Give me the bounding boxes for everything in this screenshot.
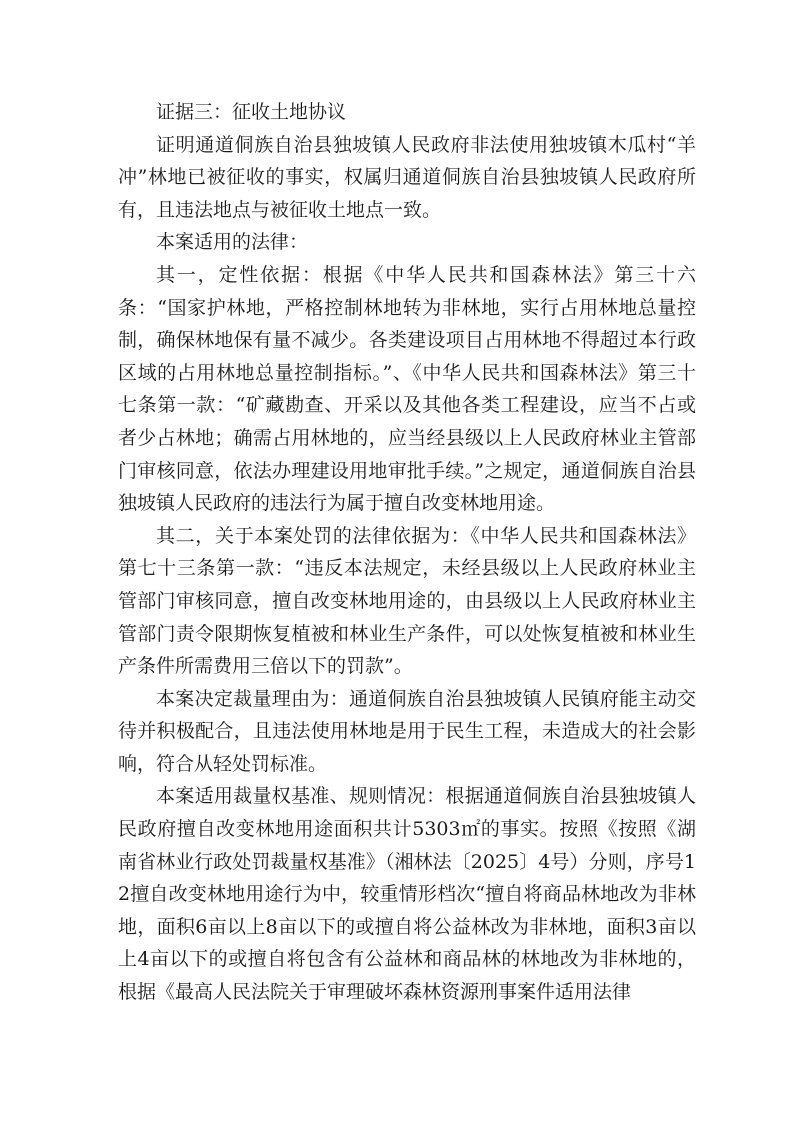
evidence-heading: 证据三：征收土地协议 [156, 101, 347, 123]
penalty-basis-paragraph: 其二，关于本案处罚的法律依据为：《中华人民共和国森林法》第七十三条第一款：“违反本法规定，未经县级以上人民政府林业主管部门审核同意，擅自改变林地用途的，由县级以上人民政府林业主管部门责令限期恢复植被和林业生产条件，可以处恢复植被和林业生产条件所需费用三倍以下的罚款”。 [118, 524, 696, 678]
qualitative-basis-paragraph: 其一，定性依据：根据《中华人民共和国森林法》第三十六条：“国家护林地，严格控制林地转为非林地，实行占用林地总量控制，确保林地保有量不减少。各类建设项目占用林地不得超过本行政区域的占用林地总量控制指标。”、《中华人民共和国森林法》第三十七条第一款：“矿藏勘查、开采以及其他各类工程建设，应当不占或者少占林地；确需占用林地的，应当经县级以上人民政府林业主管部门审核同意，依法办理建设用地审批手续。”之规定，通道侗族自治县独坡镇人民政府的违法行为属于擅自改变林地用途。 [118, 263, 696, 515]
applicable-law-heading: 本案适用的法律： [156, 231, 309, 254]
document-body [118, 96, 696, 1009]
evidence-description: 证明通道侗族自治县独坡镇人民政府非法使用独坡镇木瓜村“羊冲”林地已被征收的事实，权属归通道侗族自治县独坡镇人民政府所有，且违法地点与被征收土地点一致。 [118, 133, 696, 221]
discretion-reason-paragraph: 本案决定裁量理由为：通道侗族自治县独坡镇人民镇府能主动交待并积极配合，且违法使用林地是用于民生工程，未造成大的社会影响，符合从轻处罚标准。 [118, 687, 696, 775]
discretion-standard-paragraph: 本案适用裁量权基准、规则情况：根据通道侗族自治县独坡镇人民政府擅自改变林地用途面积共计5303㎡的事实。按照《按照《湖南省林业行政处罚裁量权基准》（湘林法〔2025〕4号）分则，序号12擅自改变林地用途行为中，较重情形档次“擅自将商品林地改为非林地，面积6亩以上8亩以下的或擅自将公益林改为非林地，面积3亩以上4亩以下的或擅自将包含有公益林和商品林的林地改为非林地的，根据《最高人民法院关于审理破坏森林资源刑事案件适用法律 [118, 785, 696, 1004]
